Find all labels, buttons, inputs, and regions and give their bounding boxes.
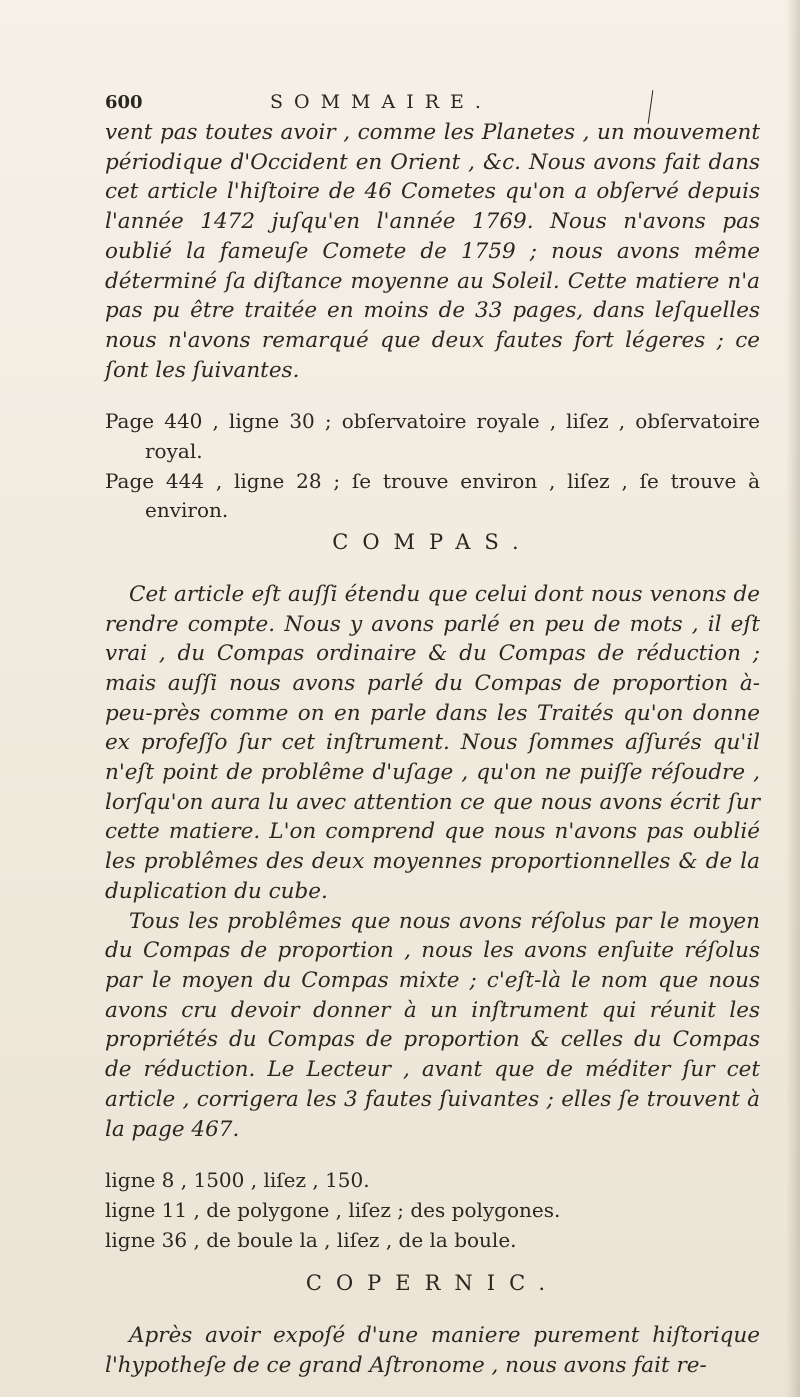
section-title-compas: COMPAS.: [332, 530, 533, 555]
page-text-block: [105, 88, 760, 1380]
errata-line: ligne 8 , 1500 , liſez , 150.: [105, 1168, 370, 1193]
compas-paragraph-2: Tous les problêmes que nous avons réſolus par le moyen du Compas de proportion , nous les avons enſuite réſolus par le moyen du Compas mixte ; c'eſt-là le nom que nous avons cru devoir donner à un inſtrument qui réunit les propriétés du Compas de proportion & celles du Compas de réduction. Le Lecteur , avant que de méditer ſur cet article , corrigera les 3 fautes ſuivantes ; elles ſe trouvent à la page 467.: [105, 908, 760, 1142]
running-head: SOMMAIRE.: [270, 91, 492, 113]
compas-paragraph-1: Cet article eſt auſſi étendu que celui dont nous venons de rendre compte. Nous y avons parlé en peu de mots , il eſt vrai , du Compas ordinaire & du Compas de réduction ; mais auſſi nous avons parlé du Compas de proportion à-peu-près comme on en parle dans les Traités qu'on donne ex profeſſo ſur cet inſtrument. Nous ſommes aſſurés qu'il n'eſt point de problême d'uſage , qu'on ne puiſſe réſoudre , lorſqu'on aura lu avec attention ce que nous avons écrit ſur cette matiere. L'on comprend que nous n'avons pas oublié les problêmes des deux moyennes proportionnelles & de la duplication du cube.: [105, 581, 760, 904]
intro-paragraph: vent pas toutes avoir , comme les Planetes , un mouvement périodique d'Occident en Orient , &c. Nous avons fait dans cet article l'hiſtoire de 46 Cometes qu'on a obſervé depuis l'année 1472 juſqu'en l'année 1769. Nous n'avons pas oublié la fameuſe Comete de 1759 ; nous avons même déterminé ſa diſtance moyenne au Soleil. Cette matiere n'a pas pu être traitée en moins de 33 pages, dans leſquelles nous n'avons remarqué que deux fautes fort légeres ; ce ſont les ſuivantes.: [105, 120, 760, 383]
section-title-copernic: COPERNIC.: [305, 1271, 560, 1296]
errata-line: Page 440 , ligne 30 ; obſervatoire royale , liſez , obſervatoire royal.: [105, 409, 760, 464]
page-number: 600: [105, 92, 143, 113]
errata-line: Page 444 , ligne 28 ; ſe trouve environ , liſez , ſe trouve à environ.: [105, 468, 760, 523]
page-header: [105, 88, 760, 118]
errata-line: ligne 36 , de boule la , liſez , de la boule.: [105, 1227, 517, 1252]
page-edge-shadow: [786, 0, 800, 1397]
errata-line: ligne 11 , de polygone , liſez ; des polygones.: [105, 1197, 561, 1222]
copernic-paragraph-1: Après avoir expoſé d'une maniere purement hiſtorique l'hypotheſe de ce grand Aſtronome , nous avons fait re-: [105, 1323, 760, 1378]
